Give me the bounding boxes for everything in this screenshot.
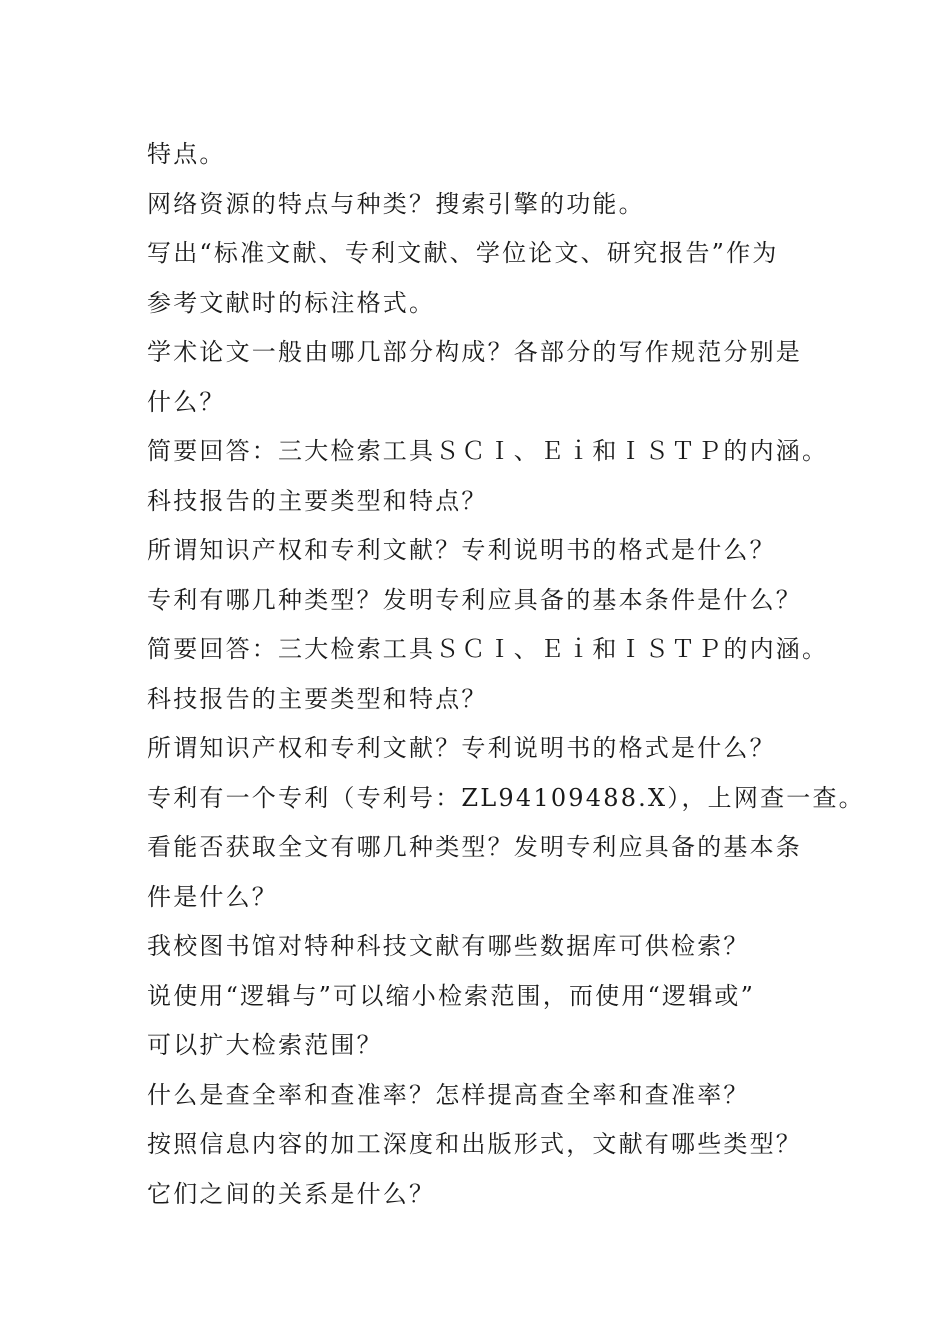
- text-line: 按照信息内容的加工深度和出版形式，文献有哪些类型？: [147, 1130, 802, 1158]
- text-line: 科技报告的主要类型和特点？: [147, 486, 488, 515]
- text-line: 什么？: [147, 387, 226, 416]
- text-line: 专利有哪几种类型？发明专利应具备的基本条件是什么？: [147, 585, 802, 614]
- text-line: 说使用“逻辑与”可以缩小检索范围，而使用“逻辑或”: [147, 981, 756, 1010]
- text-line: 什么是查全率和查准率？怎样提高查全率和查准率？: [147, 1080, 750, 1109]
- text-line: 它们之间的关系是什么？: [147, 1179, 436, 1208]
- text-line: 所谓知识产权和专利文献？专利说明书的格式是什么？: [147, 734, 776, 762]
- text-line: 网络资源的特点与种类？搜索引擎的功能。: [147, 189, 645, 218]
- text-line: 科技报告的主要类型和特点？: [147, 684, 488, 713]
- text-line: 所谓知识产权和专利文献？专利说明书的格式是什么？: [147, 536, 776, 564]
- text-line: 参考文献时的标注格式。: [147, 288, 436, 317]
- text-line: 简要回答：三大检索工具ＳＣＩ、Ｅｉ和ＩＳＴＰ的内涵。: [147, 437, 829, 465]
- text-line: 特点。: [147, 140, 226, 168]
- body-text: [147, 130, 865, 1219]
- text-line: 我校图书馆对特种科技文献有哪些数据库可供检索？: [147, 932, 750, 960]
- text-line: 专利有一个专利（专利号：ZL94109488.X），上网查一查。: [147, 783, 865, 812]
- text-line: 简要回答：三大检索工具ＳＣＩ、Ｅｉ和ＩＳＴＰ的内涵。: [147, 635, 829, 663]
- text-line: 看能否获取全文有哪几种类型？发明专利应具备的基本条: [147, 833, 802, 861]
- text-line: 学术论文一般由哪几部分构成？各部分的写作规范分别是: [147, 338, 802, 366]
- text-line: 写出“标准文献、专利文献、学位论文、研究报告”作为: [147, 239, 779, 267]
- text-line: 可以扩大检索范围？: [147, 1031, 383, 1059]
- text-line: 件是什么？: [147, 882, 278, 911]
